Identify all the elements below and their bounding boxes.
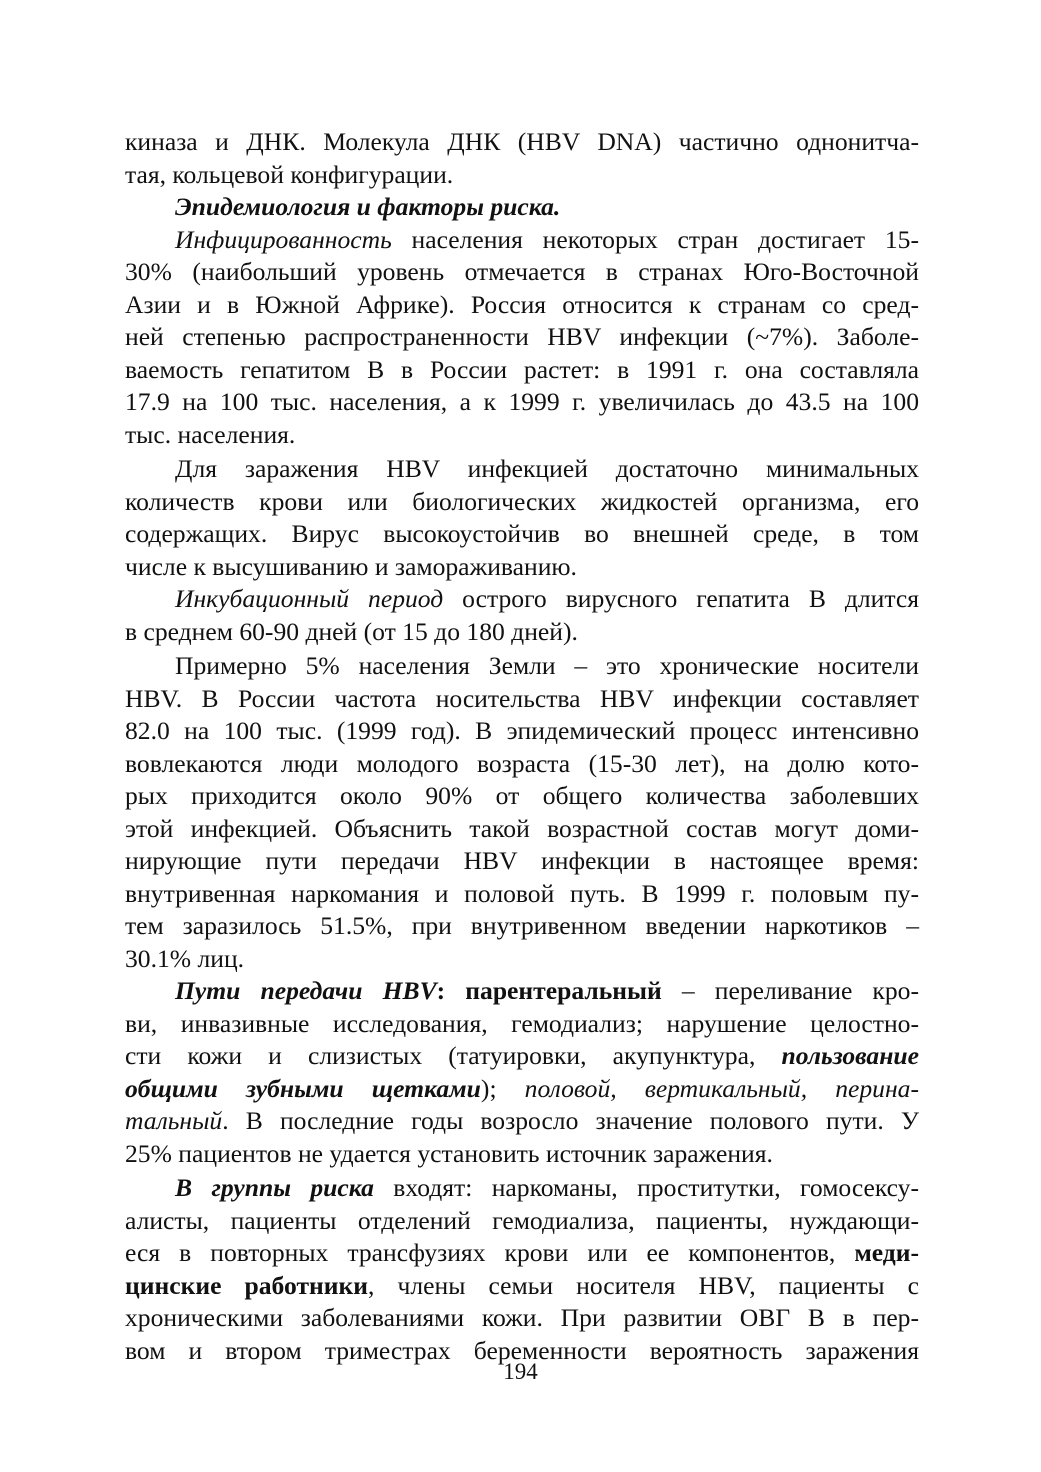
text-run: этой инфекцией. Объяснить такой возрастной состав могут доми- xyxy=(125,813,919,843)
text-run: – переливание кро- xyxy=(661,976,919,1005)
bold-term: : парентеральный xyxy=(436,976,662,1005)
text-run: входят: наркоманы, проститутки, гомосексу- xyxy=(373,1173,919,1202)
text-run: 17.9 на 100 тыс. населения, а к 1999 г. увеличилась до 43.5 на 100 xyxy=(125,387,919,416)
text-line xyxy=(125,943,919,976)
text-line xyxy=(125,354,919,387)
text-line xyxy=(125,486,919,519)
text-run: вовлекаются люди молодого возраста (15-30 лет), на долю кото- xyxy=(125,748,919,778)
text-run: населения некоторых стран достигает 15- xyxy=(391,224,919,254)
bold-italic-term: общими зубными щетками xyxy=(125,1073,481,1103)
page-number: 194 xyxy=(503,1359,538,1384)
text-line xyxy=(125,910,919,943)
text-run: 30.1% лиц. xyxy=(125,943,245,973)
text-run: ней степенью распространенности HBV инфекции (~7%). Заболе- xyxy=(125,322,919,351)
text-line xyxy=(125,321,919,354)
text-run: киназа и ДНК. Молекула ДНК (HBV DNA) частично однонитча- xyxy=(125,127,919,156)
text-line xyxy=(125,256,919,289)
text-line xyxy=(125,845,919,878)
text-line xyxy=(125,748,919,781)
text-line xyxy=(125,1205,919,1238)
text-line xyxy=(125,1040,919,1073)
text-run: HBV. В России частота носительства HBV инфекции составляет xyxy=(125,683,919,713)
text-line xyxy=(125,1138,919,1171)
heading-text: Эпидемиология и факторы риска. xyxy=(175,192,561,221)
text-line xyxy=(125,159,919,192)
bold-term: меди- xyxy=(854,1238,919,1267)
text-line xyxy=(125,224,919,257)
text-run: ); xyxy=(480,1073,525,1103)
text-run: , члены семьи носителя HBV, пациенты с xyxy=(368,1270,919,1300)
text-line xyxy=(125,780,919,813)
text-line xyxy=(125,878,919,911)
text-line xyxy=(125,1270,919,1303)
text-run: в среднем 60-90 дней (от 15 до 180 дней). xyxy=(125,616,578,646)
text-run: числе к высушиванию и замораживанию. xyxy=(125,551,577,581)
text-run: еся в повторных трансфузиях крови или ее компонентов, xyxy=(125,1238,855,1267)
text-run: содержащих. Вирус высокоустойчив во внешней среде, в том xyxy=(125,519,919,548)
text-run: тая, кольцевой конфигурации. xyxy=(125,159,454,189)
text-run: внутривенная наркомания и половой путь. В 1999 г. половым пу- xyxy=(125,878,919,908)
italic-term: Инкубационный период xyxy=(175,584,444,613)
bold-italic-term: пользование xyxy=(781,1041,919,1070)
text-run: Примерно 5% населения Земли – это хронические носители xyxy=(175,651,919,680)
text-line xyxy=(125,583,919,616)
text-run: ви, инвазивные исследования, гемодиализ; нарушение целостно- xyxy=(125,1008,919,1038)
text-run: алисты, пациенты отделений гемодиализа, пациенты, нуждающи- xyxy=(125,1205,919,1235)
text-line xyxy=(125,683,919,716)
text-line xyxy=(125,715,919,748)
text-run: Для заражения HBV инфекцией достаточно минимальных xyxy=(175,454,919,483)
text-run: ваемость гепатитом В в России растет: в 1991 г. она составляла xyxy=(125,354,919,384)
text-line xyxy=(125,975,919,1008)
text-run: Азии и в Южной Африке). Россия относится к странам со сред- xyxy=(125,289,919,319)
bold-term: цинские работники xyxy=(125,1270,369,1300)
bold-italic-term: В группы риска xyxy=(175,1173,374,1202)
text-line xyxy=(125,289,919,322)
text-run: количеств крови или биологических жидкостей организма, его xyxy=(125,486,919,516)
text-line xyxy=(125,126,919,159)
text-line xyxy=(125,453,919,486)
italic-term: Инфицированность xyxy=(175,224,392,254)
text-run: тем заразилось 51.5%, при внутривенном введении наркотиков – xyxy=(125,911,919,940)
text-line xyxy=(125,1237,919,1270)
text-line xyxy=(125,1302,919,1335)
text-run: рых приходится около 90% от общего количества заболевших xyxy=(125,781,919,810)
section-heading xyxy=(125,191,919,224)
italic-term: тальный xyxy=(125,1106,223,1135)
text-line xyxy=(125,1105,919,1138)
text-run: нирующие пути передачи HBV инфекции в настоящее время: xyxy=(125,846,919,875)
text-line xyxy=(125,1172,919,1205)
text-run: сти кожи и слизистых (татуировки, акупунктура, xyxy=(125,1041,782,1070)
text-run: . В последние годы возросло значение полового пути. У xyxy=(222,1106,919,1135)
bold-italic-term: Пути передачи HBV xyxy=(175,976,437,1005)
text-line xyxy=(125,616,919,649)
document-page xyxy=(125,126,919,1367)
text-line xyxy=(125,813,919,846)
text-run: вом и втором триместрах беременности вероятность заражения xyxy=(125,1335,919,1365)
text-line xyxy=(125,1008,919,1041)
text-run: тыс. населения. xyxy=(125,419,296,449)
text-line xyxy=(125,1073,919,1106)
text-line xyxy=(125,551,919,584)
text-line xyxy=(125,650,919,683)
text-run: 25% пациентов не удается установить источник заражения. xyxy=(125,1138,773,1168)
text-line xyxy=(125,518,919,551)
text-run: острого вирусного гепатита В длится xyxy=(443,584,919,613)
italic-term: половой, вертикальный, перина- xyxy=(524,1073,919,1103)
text-run: хроническими заболеваниями кожи. При развитии ОВГ В в пер- xyxy=(125,1303,919,1332)
text-line xyxy=(125,386,919,419)
text-run: 30% (наибольший уровень отмечается в странах Юго-Восточной xyxy=(125,257,919,286)
text-run: 82.0 на 100 тыс. (1999 год). В эпидемический процесс интенсивно xyxy=(125,716,919,745)
text-line xyxy=(125,419,919,452)
